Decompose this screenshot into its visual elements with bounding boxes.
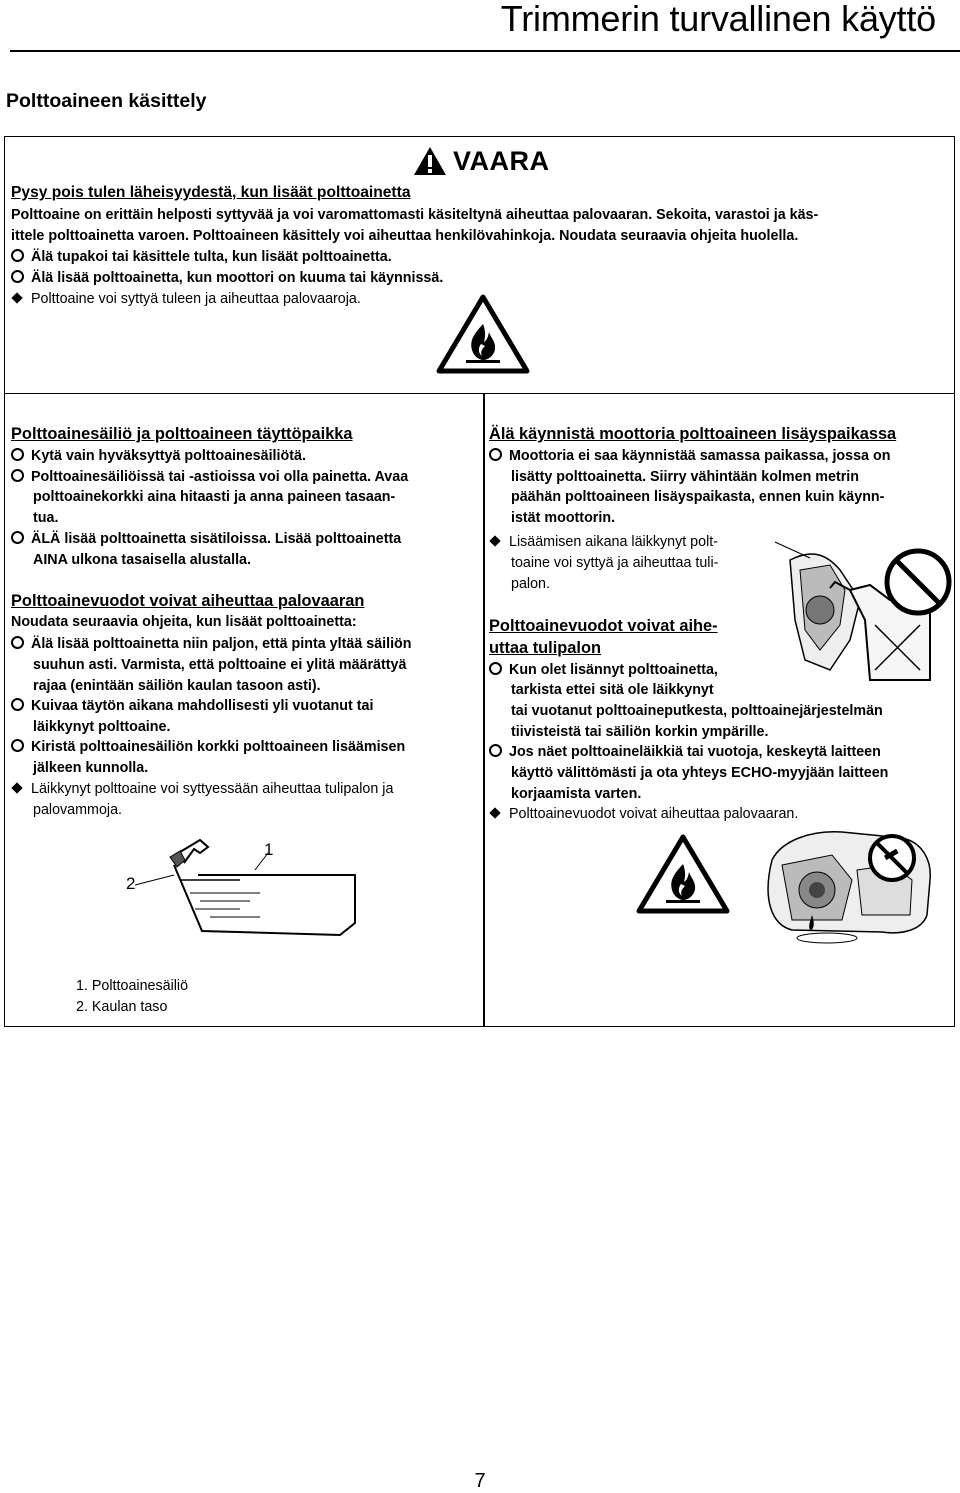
flame-warning-icon — [636, 834, 730, 914]
fuel-tank-diagram — [140, 835, 380, 945]
page-header — [0, 0, 960, 60]
bullet-circle-icon — [11, 698, 24, 711]
figure-label: 2 — [126, 874, 136, 893]
list-item — [11, 467, 408, 488]
list-item — [489, 742, 881, 763]
figure-label: 1 — [264, 840, 274, 859]
fuel-leak-illustration — [752, 820, 952, 952]
list-item-text: Polttoainesäiliöissä tai -astioissa voi olla painetta. Avaa — [31, 469, 409, 485]
list-item-continued: palon. — [511, 576, 550, 592]
right-section2-heading: uttaa tulipalon — [489, 639, 601, 657]
bullet-circle-icon — [489, 448, 502, 461]
list-item-text: Älä lisää polttoainetta niin paljon, että pinta yltää säiliön — [31, 636, 412, 652]
danger-bullet-text: Älä lisää polttoainetta, kun moottori on kuuma tai käynnissä. — [31, 270, 444, 286]
refuel-prohibition-illustration — [770, 530, 955, 708]
list-item-continued: istät moottorin. — [511, 510, 616, 526]
list-item-text: ÄLÄ lisää polttoainetta sisätiloissa. Lisää polttoainetta — [31, 531, 402, 547]
list-item — [11, 529, 401, 550]
bullet-circle-icon — [11, 249, 24, 262]
warning-triangle-icon — [413, 146, 447, 176]
danger-bullet-text: Polttoaine voi syttyä tuleen ja aiheuttaa palovaaroja. — [31, 291, 361, 307]
column-divider — [483, 394, 485, 1026]
list-item-continued: jälkeen kunnolla. — [33, 760, 149, 776]
list-item-continued: AINA ulkona tasaisella alustalla. — [33, 552, 251, 568]
list-item — [11, 737, 405, 758]
figure-legend-item: 1. Polttoainesäiliö — [76, 978, 189, 994]
bullet-diamond-icon — [11, 782, 22, 793]
right-section2-heading: Polttoainevuodot voivat aihe- — [489, 617, 718, 635]
danger-bullet-text: Älä tupakoi tai käsittele tulta, kun lisäät polttoainetta. — [31, 249, 392, 265]
list-item-continued: päähän polttoaineen lisäyspaikasta, ennen kuin käynn- — [511, 489, 885, 505]
list-item — [11, 634, 412, 655]
bullet-circle-icon — [489, 662, 502, 675]
bullet-diamond-icon — [489, 807, 500, 818]
bullet-circle-icon — [489, 744, 502, 757]
list-item-continued: tarkista ettei sitä ole läikkynyt — [511, 682, 714, 698]
list-item — [489, 532, 718, 553]
list-item-continued: läikkynyt polttoaine. — [33, 719, 171, 735]
bullet-circle-icon — [11, 739, 24, 752]
list-item-text: Kytä vain hyväksyttyä polttoainesäiliötä. — [31, 448, 306, 464]
danger-bullet — [11, 247, 392, 268]
list-item-text: Jos näet polttoaineläikkiä tai vuotoja, keskeytä laitteen — [509, 744, 881, 760]
bullet-diamond-icon — [11, 292, 22, 303]
header-title: Trimmerin turvallinen käyttö — [500, 0, 936, 39]
list-item — [11, 779, 393, 800]
bullet-circle-icon — [11, 270, 24, 283]
list-item-text: Läikkynyt polttoaine voi syttyessään aiheuttaa tulipalon ja — [31, 781, 394, 797]
section-title: Polttoaineen käsittely — [6, 90, 207, 112]
danger-intro-line: Polttoaine on erittäin helposti syttyvää ja voi varomattomasti käsiteltynä aiheuttaa palovaaran. Sekoita, varastoi ja käs- — [11, 207, 819, 223]
bullet-circle-icon — [11, 448, 24, 461]
list-item-text: Kuivaa täytön aikana mahdollisesti yli vuotanut tai — [31, 698, 374, 714]
list-item-continued: käyttö välittömästi ja ota yhteys ECHO-myyjään laitteen — [511, 765, 889, 781]
danger-bullet — [11, 268, 443, 289]
danger-bullet — [11, 289, 361, 310]
bullet-circle-icon — [11, 636, 24, 649]
bullet-circle-icon — [11, 531, 24, 544]
right-section1-heading: Älä käynnistä moottoria polttoaineen lisäyspaikassa — [489, 425, 897, 443]
list-item-continued: lisätty polttoainetta. Siirry vähintään kolmen metrin — [511, 469, 859, 485]
list-item — [489, 660, 718, 681]
list-item-continued: toaine voi syttyä ja aiheuttaa tuli- — [511, 555, 719, 571]
danger-signal-word: VAARA — [453, 145, 550, 176]
list-item-continued: tiivisteistä tai säiliön korkin ympärille. — [511, 724, 769, 740]
list-item-continued: tai vuotanut polttoaineputkesta, polttoainejärjestelmän — [511, 703, 883, 719]
list-item-text: Lisäämisen aikana läikkynyt polt- — [509, 534, 718, 550]
list-item-continued: korjaamista varten. — [511, 786, 642, 802]
list-item-text: Kun olet lisännyt polttoainetta, — [509, 662, 718, 678]
list-item-text: Kiristä polttoainesäiliön korkki polttoaineen lisäämisen — [31, 739, 406, 755]
header-rule — [10, 50, 960, 52]
list-item — [11, 446, 306, 467]
danger-signal — [413, 144, 550, 178]
flame-warning-icon — [436, 294, 530, 374]
figure-legend-item: 2. Kaulan taso — [76, 999, 168, 1015]
danger-heading: Pysy pois tulen läheisyydestä, kun lisäät polttoainetta — [11, 184, 411, 201]
danger-intro-line: ittele polttoainetta varoen. Polttoaineen käsittely voi aiheuttaa henkilövahinkoja. Noudata seuraavia ohjeita huolella. — [11, 228, 799, 244]
left-section1-heading: Polttoainesäiliö ja polttoaineen täyttöpaikka — [11, 425, 353, 443]
list-item-continued: rajaa (enintään säiliön kaulan tasoon asti). — [33, 678, 321, 694]
list-item-text: Moottoria ei saa käynnistää samassa paikassa, jossa on — [509, 448, 891, 464]
left-section2-heading: Polttoainevuodot voivat aiheuttaa palovaaran — [11, 592, 365, 610]
list-item — [11, 696, 373, 717]
list-item-continued: palovammoja. — [33, 802, 122, 818]
bullet-circle-icon — [11, 469, 24, 482]
bullet-diamond-icon — [489, 535, 500, 546]
left-section2-intro: Noudata seuraavia ohjeita, kun lisäät polttoainetta: — [11, 614, 357, 630]
list-item — [489, 446, 890, 467]
list-item-text: Polttoainevuodot voivat aiheuttaa palovaaran. — [509, 806, 799, 822]
list-item-continued: suuhun asti. Varmista, että polttoaine ei ylitä määrättyä — [33, 657, 407, 673]
page-number: 7 — [474, 1470, 486, 1492]
list-item-continued: tua. — [33, 510, 59, 526]
list-item-continued: polttoainekorkki aina hitaasti ja anna paineen tasaan- — [33, 489, 396, 505]
